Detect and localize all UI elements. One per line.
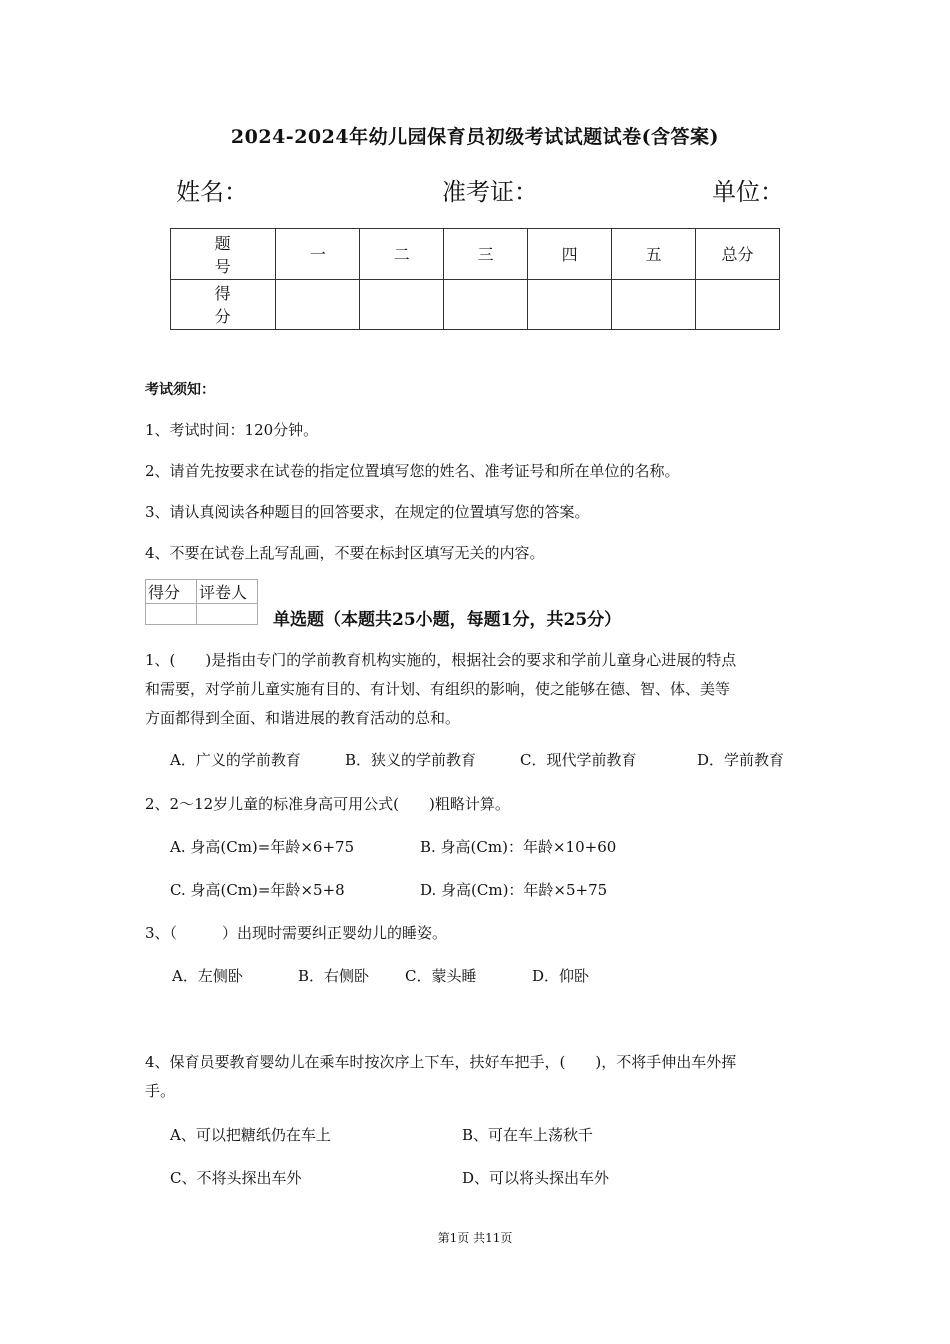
question-1-line-3: 方面都得到全面、和谐进展的教育活动的总和。 [145, 709, 461, 727]
notice-heading: 考试须知： [145, 382, 215, 398]
score-cell [360, 279, 444, 330]
question-2-option-d: D. 身高(Cm)：年龄×5+75 [420, 881, 608, 899]
question-4-option-b: B、可在车上荡秋千 [462, 1126, 594, 1144]
score-table-header-3: 三 [444, 229, 528, 280]
score-table-header-1: 一 [276, 229, 360, 280]
question-4-option-d: D、可以将头探出车外 [462, 1169, 610, 1187]
grader-score-label: 得分 [146, 580, 197, 604]
notice-item: 3、请认真阅读各种题目的回答要求，在规定的位置填写您的答案。 [145, 503, 590, 521]
score-cell [612, 279, 696, 330]
question-2-option-c: C. 身高(Cm)=年龄×5+8 [170, 881, 345, 899]
grader-name-cell [197, 604, 258, 625]
question-4-option-a: A、可以把糖纸仍在车上 [170, 1126, 331, 1144]
grader-box [145, 579, 258, 625]
score-cell [276, 279, 360, 330]
question-3-line-1: 3、（ ）出现时需要纠正婴幼儿的睡姿。 [145, 924, 448, 942]
page-title: 2024-2024年幼儿园保育员初级考试试题试卷(含答案) [230, 126, 720, 148]
score-table-header-row [171, 229, 780, 280]
name-field-label: 姓名： [176, 178, 248, 206]
score-table [170, 228, 780, 330]
question-2-line-1: 2、2～12岁儿童的标准身高可用公式( )粗略计算。 [145, 795, 510, 813]
section-title: 单选题（本题共25小题，每题1分，共25分） [273, 610, 622, 630]
question-1-option-a: A．广义的学前教育 [170, 751, 301, 769]
notice-item: 2、请首先按要求在试卷的指定位置填写您的姓名、准考证号和所在单位的名称。 [145, 462, 680, 480]
question-3-option-d: D．仰卧 [532, 967, 590, 985]
notice-item: 1、考试时间：120分钟。 [145, 421, 319, 439]
question-1-line-1: 1、( )是指由专门的学前教育机构实施的，根据社会的要求和学前儿童身心进展的特点 [145, 651, 737, 669]
question-4-line-2: 手。 [145, 1082, 176, 1100]
score-table-row-label: 得 分 [171, 279, 276, 330]
score-table-header-5: 五 [612, 229, 696, 280]
grader-name-label: 评卷人 [197, 580, 258, 604]
score-cell [695, 279, 779, 330]
score-table-score-row [171, 279, 780, 330]
score-table-header-2: 二 [360, 229, 444, 280]
page-footer: 第1页 共11页 [437, 1231, 513, 1245]
question-4-option-c: C、不将头探出车外 [170, 1169, 302, 1187]
score-table-header-label: 题 号 [171, 229, 276, 280]
question-3-option-b: B．右侧卧 [298, 967, 370, 985]
question-2-option-a: A. 身高(Cm)=年龄×6+75 [170, 838, 355, 856]
question-1-option-c: C．现代学前教育 [520, 751, 637, 769]
question-1-option-d: D．学前教育 [697, 751, 785, 769]
question-1-line-2: 和需要，对学前儿童实施有目的、有计划、有组织的影响，使之能够在德、智、体、美等 [145, 680, 731, 698]
question-4-line-1: 4、保育员要教育婴幼儿在乘车时按次序上下车，扶好车把手，( )，不将手伸出车外挥 [145, 1053, 737, 1071]
score-cell [444, 279, 528, 330]
question-3-option-c: C．蒙头睡 [405, 967, 477, 985]
grader-score-cell [146, 604, 197, 625]
exam-id-field-label: 准考证： [442, 178, 538, 206]
question-2-option-b: B. 身高(Cm)：年龄×10+60 [420, 838, 617, 856]
score-table-header-total: 总分 [695, 229, 779, 280]
score-table-header-4: 四 [528, 229, 612, 280]
unit-field-label: 单位： [712, 178, 784, 206]
notice-item: 4、不要在试卷上乱写乱画，不要在标封区填写无关的内容。 [145, 544, 545, 562]
score-cell [528, 279, 612, 330]
question-3-option-a: A．左侧卧 [172, 967, 243, 985]
question-1-option-b: B．狭义的学前教育 [345, 751, 477, 769]
